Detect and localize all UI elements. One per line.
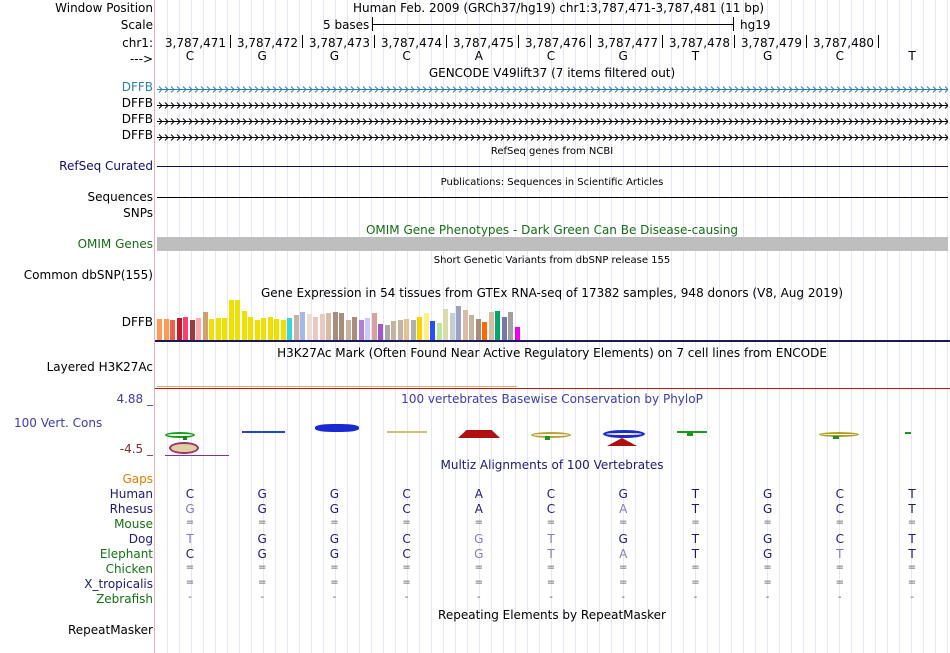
multiz-base: = <box>763 577 772 588</box>
multiz-base: = <box>618 577 628 588</box>
multiz-base: T <box>547 547 555 561</box>
gtex-tissue-bar[interactable] <box>190 320 195 341</box>
gtex-tissue-bar[interactable] <box>495 311 500 341</box>
position-label: 3,787,474 <box>380 36 442 50</box>
multiz-base: A <box>474 502 483 516</box>
gtex-baseline <box>155 340 950 342</box>
base-letter: C <box>185 49 195 63</box>
gtex-tissue-bar[interactable] <box>378 324 383 341</box>
position-tick <box>806 35 807 48</box>
multiz-base: A <box>619 547 628 561</box>
multiz-base: T <box>908 547 916 561</box>
base-letter: C <box>835 49 844 63</box>
multiz-base: G <box>257 502 267 516</box>
gtex-tissue-bar[interactable] <box>476 319 481 341</box>
grid-line <box>731 0 732 653</box>
phylop-logo-a2 <box>607 438 637 446</box>
omim-track-title[interactable]: OMIM Gene Phenotypes - Dark Green Can Be Disease-causing <box>365 223 739 237</box>
multiz-base: = <box>330 577 339 588</box>
grid-line <box>635 0 636 653</box>
multiz-base: = <box>691 517 700 528</box>
multiz-base: - <box>621 592 625 603</box>
multiz-base: G <box>257 487 267 501</box>
grid-line <box>683 0 684 653</box>
multiz-base: T <box>186 532 194 546</box>
grid-line <box>947 0 948 653</box>
gtex-tissue-bar[interactable] <box>359 320 364 341</box>
multiz-base: = <box>546 562 556 573</box>
multiz-base: = <box>257 577 267 588</box>
refseq-curated-label[interactable]: RefSeq Curated <box>59 159 153 173</box>
grid-line <box>707 0 708 653</box>
multiz-base: C <box>185 487 195 501</box>
multiz-base: T <box>691 547 700 561</box>
position-label: 3,787,471 <box>164 36 226 50</box>
gencode-item-label[interactable]: DFFB <box>121 112 153 126</box>
gtex-tissue-bar[interactable] <box>268 317 273 341</box>
gtex-tissue-bar[interactable] <box>326 313 331 341</box>
phylop-track-title[interactable]: 100 vertebrates Basewise Conservation by PhyloP <box>401 392 703 406</box>
grid-line <box>875 0 876 653</box>
position-tick <box>302 35 303 48</box>
grid-line <box>659 0 660 653</box>
multiz-base: G <box>474 547 484 561</box>
multiz-species-label[interactable]: Dog <box>128 532 153 546</box>
multiz-species-label[interactable]: Rhesus <box>109 502 153 516</box>
phylop-track-label[interactable]: 100 Vert. Cons <box>14 416 103 430</box>
phylop-logo-t4 <box>905 432 911 434</box>
gtex-tissue-bar[interactable] <box>508 312 513 341</box>
multiz-base: C <box>835 502 844 516</box>
position-tick <box>734 35 735 48</box>
phylop-logo-t3 <box>687 431 693 436</box>
phylop-logo-t <box>165 432 195 438</box>
window-position-label: Window Position <box>55 1 153 15</box>
sequences-label[interactable]: Sequences <box>87 190 153 204</box>
gtex-tissue-bar[interactable] <box>469 315 474 341</box>
window-position-value[interactable]: Human Feb. 2009 (GRCh37/hg19) chr1:3,787,471-3,787,481 (11 bp) <box>353 1 765 15</box>
gtex-tissue-bar[interactable] <box>489 312 494 341</box>
base-letter: G <box>329 49 340 63</box>
multiz-base: = <box>691 562 700 573</box>
gtex-tissue-bar[interactable] <box>222 318 227 341</box>
h3k27ac-baseline <box>155 388 950 389</box>
multiz-base: T <box>908 502 916 516</box>
grid-line <box>887 0 888 653</box>
multiz-base: T <box>836 547 844 561</box>
grid-line <box>863 0 864 653</box>
multiz-base: = <box>474 577 483 588</box>
phylop-logo-g4 <box>603 430 645 438</box>
multiz-base: C <box>546 487 556 501</box>
gtex-tissue-bar[interactable] <box>352 317 357 341</box>
gtex-tissue-bar[interactable] <box>398 320 403 341</box>
gtex-tissue-bar[interactable] <box>235 300 240 341</box>
multiz-species-label[interactable]: X_tropicalis <box>84 577 153 591</box>
multiz-base: G <box>257 547 267 561</box>
gtex-tissue-bar[interactable] <box>437 323 442 341</box>
grid-line <box>935 0 936 653</box>
h3k27ac-signal-orange <box>157 386 517 387</box>
pubs-line[interactable] <box>157 197 948 198</box>
gtex-tissue-bar[interactable] <box>456 306 461 341</box>
multiz-base: G <box>762 502 773 516</box>
gtex-tissue-bar[interactable] <box>502 317 507 341</box>
strand-label: ---> <box>129 52 153 66</box>
multiz-base: C <box>835 532 844 546</box>
multiz-base: G <box>185 502 195 516</box>
multiz-base: = <box>257 562 267 573</box>
chrom-label: chr1: <box>122 36 153 50</box>
gtex-tissue-bar[interactable] <box>300 312 305 341</box>
multiz-base: = <box>474 517 483 528</box>
multiz-base: C <box>835 487 844 501</box>
gtex-tissue-bar[interactable] <box>164 319 169 341</box>
grid-line <box>647 0 648 653</box>
gtex-tissue-bar[interactable] <box>411 320 416 341</box>
grid-line <box>671 0 672 653</box>
multiz-base: - <box>693 592 698 603</box>
gtex-tissue-bar[interactable] <box>385 325 390 341</box>
gtex-tissue-bar[interactable] <box>229 300 234 341</box>
gencode-item-label[interactable]: DFFB <box>121 96 153 110</box>
gtex-tissue-bar[interactable] <box>365 318 370 341</box>
position-tick <box>518 35 519 48</box>
gtex-tissue-bar[interactable] <box>261 318 266 341</box>
multiz-base: = <box>402 577 411 588</box>
gtex-tissue-bar[interactable] <box>424 313 429 341</box>
multiz-base: G <box>329 502 340 516</box>
position-tick <box>446 35 447 48</box>
position-tick <box>590 35 591 48</box>
multiz-base: = <box>691 577 700 588</box>
gtex-tissue-bar[interactable] <box>248 317 253 341</box>
grid-line <box>755 0 756 653</box>
position-tick <box>662 35 663 48</box>
multiz-base: = <box>185 577 195 588</box>
position-tick <box>374 35 375 48</box>
gencode-item-label[interactable]: DFFB <box>121 80 153 94</box>
multiz-base: C <box>546 502 556 516</box>
gtex-tissue-bar[interactable] <box>255 320 260 341</box>
gencode-track-title[interactable]: GENCODE V49lift37 (7 items filtered out) <box>428 66 676 80</box>
phylop-logo-mark <box>183 436 187 440</box>
phylop-logo-mark3 <box>833 436 839 439</box>
assembly-label: hg19 <box>740 18 771 32</box>
multiz-base: = <box>835 577 844 588</box>
multiz-base: G <box>618 532 628 546</box>
snps-label[interactable]: SNPs <box>123 206 153 220</box>
multiz-base: C <box>402 502 411 516</box>
multiz-base: G <box>618 487 628 501</box>
gtex-tissue-bar[interactable] <box>216 318 221 341</box>
gaps-label[interactable]: Gaps <box>122 472 153 486</box>
h3k27ac-track-title[interactable]: H3K27Ac Mark (Often Found Near Active Regulatory Elements) on 7 cell lines from ENCODE <box>277 346 827 360</box>
multiz-base: T <box>908 487 916 501</box>
multiz-base: = <box>835 517 844 528</box>
multiz-base: G <box>329 487 340 501</box>
refseq-track-title[interactable]: RefSeq genes from NCBI <box>490 146 614 157</box>
gtex-tissue-bar[interactable] <box>203 312 208 341</box>
multiz-base: C <box>402 487 411 501</box>
gtex-tissue-bar[interactable] <box>294 315 299 341</box>
multiz-base: - <box>476 592 481 603</box>
grid-line <box>599 0 600 653</box>
multiz-base: = <box>618 562 628 573</box>
multiz-base: = <box>907 577 917 588</box>
grid-line <box>803 0 804 653</box>
phylop-logo-c <box>169 442 199 454</box>
phylop-max-label: 4.88 _ <box>116 392 153 406</box>
phylop-logo-g3 <box>387 431 427 433</box>
gencode-item-label[interactable]: DFFB <box>121 128 153 142</box>
multiz-base: T <box>691 532 700 546</box>
phylop-logo-a <box>458 430 500 438</box>
multiz-base: T <box>691 487 700 501</box>
phylop-logo-track[interactable] <box>155 400 950 458</box>
base-letter: T <box>691 49 700 63</box>
repeatmasker-label[interactable]: RepeatMasker <box>67 623 153 637</box>
gtex-tissue-bar[interactable] <box>196 318 201 341</box>
multiz-base: = <box>402 562 411 573</box>
gtex-tissue-bar[interactable] <box>391 321 396 341</box>
multiz-base: T <box>908 532 916 546</box>
refseq-line[interactable] <box>157 166 948 167</box>
gencode-transcript-line[interactable] <box>157 83 948 92</box>
phylop-logo-c2 <box>531 432 571 438</box>
gtex-tissue-bar[interactable] <box>183 317 188 341</box>
phylop-logo-mark2 <box>545 436 550 440</box>
multiz-base: C <box>402 547 411 561</box>
gtex-tissue-bar[interactable] <box>209 319 214 341</box>
gtex-tissue-bar[interactable] <box>307 314 312 341</box>
multiz-base: = <box>330 562 339 573</box>
grid-line <box>743 0 744 653</box>
gencode-transcript-line[interactable] <box>157 99 948 108</box>
position-label: 3,787,475 <box>452 36 514 50</box>
multiz-species-label[interactable]: Elephant <box>99 547 153 561</box>
multiz-base: = <box>907 562 917 573</box>
gtex-tissue-bar[interactable] <box>404 319 409 341</box>
gtex-tissue-bar[interactable] <box>515 327 520 341</box>
scale-bar <box>372 17 734 31</box>
multiz-base: G <box>762 547 773 561</box>
multiz-base: - <box>765 592 770 603</box>
base-letter: T <box>908 49 916 63</box>
multiz-track-title[interactable]: Multiz Alignments of 100 Vertebrates <box>440 458 664 472</box>
multiz-base: A <box>474 487 483 501</box>
gtex-tissue-bar[interactable] <box>346 320 351 341</box>
phylop-min-label: -4.5 _ <box>119 442 153 456</box>
grid-line <box>851 0 852 653</box>
multiz-species-label[interactable]: Human <box>109 487 153 501</box>
gtex-tissue-bar[interactable] <box>372 313 377 341</box>
base-letter: G <box>618 49 628 63</box>
grid-line <box>575 0 576 653</box>
grid-line <box>779 0 780 653</box>
omim-genes-label[interactable]: OMIM Genes <box>77 237 153 251</box>
gencode-transcript-line[interactable] <box>157 131 948 140</box>
grid-line <box>719 0 720 653</box>
scale-label: Scale <box>120 18 153 32</box>
multiz-base: = <box>546 517 556 528</box>
position-label: 3,787,479 <box>740 36 802 50</box>
gtex-bar-chart[interactable] <box>157 298 537 341</box>
grid-line <box>827 0 828 653</box>
gtex-tissue-bar[interactable] <box>274 319 279 341</box>
phylop-logo-c3 <box>819 432 859 437</box>
position-label: 3,787,480 <box>812 36 874 50</box>
position-label: 3,787,476 <box>524 36 586 50</box>
label-divider[interactable] <box>154 0 155 653</box>
gtex-tissue-bar[interactable] <box>242 311 247 341</box>
gtex-tissue-bar[interactable] <box>177 318 182 341</box>
multiz-base: A <box>619 502 628 516</box>
multiz-base: G <box>257 532 267 546</box>
multiz-base: = <box>474 562 483 573</box>
gtex-tissue-bar[interactable] <box>287 318 292 341</box>
position-label: 3,787,472 <box>236 36 298 50</box>
multiz-base: G <box>762 532 773 546</box>
base-letter: C <box>402 49 411 63</box>
grid-line <box>563 0 564 653</box>
position-tick <box>878 35 879 48</box>
gtex-tissue-bar[interactable] <box>443 309 448 341</box>
multiz-base: = <box>763 562 772 573</box>
multiz-base: G <box>329 547 340 561</box>
grid-line <box>611 0 612 653</box>
base-letter: G <box>762 49 773 63</box>
multiz-species-label[interactable]: Chicken <box>105 562 153 576</box>
gtex-tissue-bar[interactable] <box>482 322 487 341</box>
gtex-tissue-bar[interactable] <box>339 313 344 341</box>
multiz-base: = <box>907 517 917 528</box>
dbsnp-track-title[interactable]: Short Genetic Variants from dbSNP release 155 <box>433 255 671 266</box>
common-dbsnp-label[interactable]: Common dbSNP(155) <box>23 268 153 282</box>
gtex-tissue-bar[interactable] <box>463 310 468 341</box>
multiz-base: = <box>618 517 628 528</box>
pubs-track-title[interactable]: Publications: Sequences in Scientific Articles <box>440 177 664 188</box>
multiz-species-label[interactable]: Zebrafish <box>96 592 153 606</box>
multiz-base: - <box>404 592 409 603</box>
grid-line <box>791 0 792 653</box>
multiz-base: C <box>185 547 195 561</box>
layered-h3k27ac-label[interactable]: Layered H3K27Ac <box>46 360 153 374</box>
repeatmasker-track-title[interactable]: Repeating Elements by RepeatMasker <box>438 608 666 622</box>
scale-text: 5 bases <box>323 18 370 32</box>
multiz-base: = <box>185 562 195 573</box>
multiz-base: = <box>763 517 772 528</box>
multiz-base: = <box>185 517 195 528</box>
grid-line <box>587 0 588 653</box>
multiz-base: = <box>257 517 267 528</box>
multiz-base: = <box>546 577 556 588</box>
multiz-base: C <box>402 532 411 546</box>
multiz-base: G <box>474 532 484 546</box>
gtex-tissue-bar[interactable] <box>157 319 162 341</box>
gtex-tissue-bar[interactable] <box>417 317 422 341</box>
grid-line <box>923 0 924 653</box>
multiz-base: - <box>260 592 264 603</box>
multiz-base: T <box>547 532 555 546</box>
multiz-base: T <box>691 502 700 516</box>
gtex-tissue-bar[interactable] <box>281 320 286 341</box>
gtex-tissue-bar[interactable] <box>320 314 325 341</box>
gencode-transcript-line[interactable] <box>157 115 948 124</box>
multiz-species-label[interactable]: Mouse <box>114 517 153 531</box>
base-letter: C <box>546 49 556 63</box>
base-letter: G <box>257 49 267 63</box>
multiz-base: = <box>330 517 339 528</box>
multiz-base: = <box>835 562 844 573</box>
position-label: 3,787,473 <box>308 36 370 50</box>
gtex-tissue-bar[interactable] <box>313 317 318 341</box>
grid-line <box>539 0 540 653</box>
multiz-base: - <box>837 592 842 603</box>
gtex-track-title[interactable]: Gene Expression in 54 tissues from GTEx RNA-seq of 17382 samples, 948 donors (V8, Aug 2019) <box>260 286 844 300</box>
grid-line <box>899 0 900 653</box>
gtex-tissue-bar[interactable] <box>430 321 435 341</box>
gtex-tissue-bar[interactable] <box>333 312 338 341</box>
omim-bar[interactable] <box>157 237 948 251</box>
position-tick <box>230 35 231 48</box>
multiz-base: - <box>188 592 192 603</box>
multiz-base: G <box>762 487 773 501</box>
phylop-min-line <box>165 455 229 456</box>
multiz-base: - <box>549 592 553 603</box>
phylop-logo-g2 <box>315 424 359 432</box>
gtex-tissue-bar[interactable] <box>450 313 455 341</box>
gtex-tissue-bar[interactable] <box>170 320 175 341</box>
multiz-base: - <box>332 592 337 603</box>
multiz-base: G <box>329 532 340 546</box>
multiz-base: = <box>402 517 411 528</box>
gtex-gene-label[interactable]: DFFB <box>121 315 153 329</box>
multiz-base: - <box>910 592 914 603</box>
phylop-logo-g1 <box>242 431 285 433</box>
grid-line <box>815 0 816 653</box>
position-label: 3,787,478 <box>668 36 730 50</box>
position-label: 3,787,477 <box>596 36 658 50</box>
base-letter: A <box>474 49 483 63</box>
